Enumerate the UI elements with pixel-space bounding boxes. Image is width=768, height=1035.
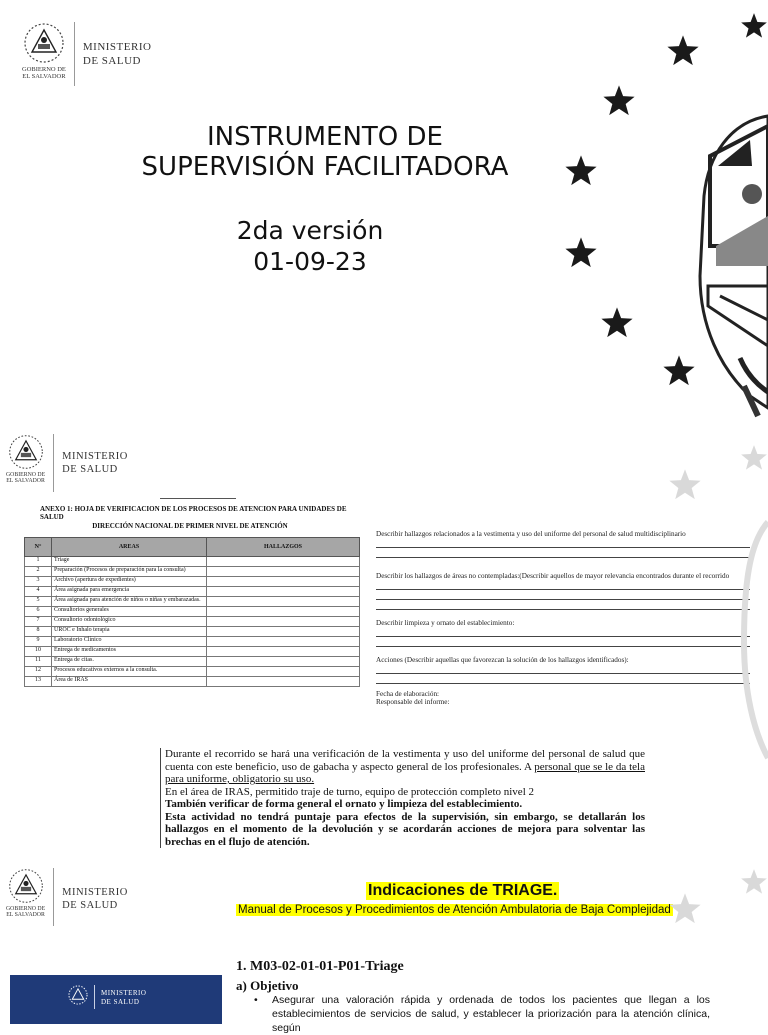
table-row — [25, 597, 360, 607]
answer-line[interactable] — [376, 637, 750, 647]
star-icon — [668, 468, 702, 502]
row-number: 1 — [25, 557, 52, 567]
question-cleanliness: Describir limpieza y ornato del establecimiento: — [376, 619, 515, 627]
row-area: Triage — [52, 557, 207, 567]
emblem-block — [6, 434, 45, 484]
annex-subtitle: DIRECCIÓN NACIONAL DE PRIMER NIVEL DE ATENCIÓN — [92, 522, 288, 530]
emblem-block — [68, 985, 88, 1005]
row-area: Entrega de medicamentos — [52, 647, 207, 657]
row-area: Área asignada para atención de niños o niñas y embarazadas. — [52, 597, 207, 607]
column-header-number: N° — [25, 538, 52, 557]
star-icon — [666, 34, 700, 68]
emblem-block — [6, 868, 45, 918]
version-date: 01-09-23 — [253, 247, 367, 276]
section-heading: 1. M03-02-01-01-P01-Triage — [236, 959, 404, 974]
note-cleanliness: También verificar de forma general el ornato y limpieza del establecimiento. — [165, 798, 523, 810]
coat-of-arms-emblem-icon — [690, 96, 768, 420]
row-findings-cell[interactable] — [207, 567, 360, 577]
logo-divider — [53, 434, 54, 492]
table-row — [25, 607, 360, 617]
objective-text: Asegurar una valoración rápida y ordenada de todos los pacientes que llegan a los establecimientos de servicios de salud, y establecer la priorización para la atención clínica, según — [272, 994, 710, 1034]
note-scoring: Esta actividad no tendrá puntaje para efectos de la supervisión, sin embargo, se detallarán los hallazgos en el momento de la devolución y se acordarán acciones de mejora para solventar las brechas en el flujo de atención. — [165, 810, 645, 848]
el-salvador-emblem-icon — [68, 985, 88, 1005]
version-label: 2da versión — [236, 216, 384, 245]
column-header-areas: AREAS — [52, 538, 207, 557]
annex-title: ANEXO 1: HOJA DE VERIFICACION DE LOS PROCESOS DE ATENCION PARA UNIDADES DE SALUD — [40, 505, 347, 521]
row-findings-cell[interactable] — [207, 667, 360, 677]
note-uniform-text: Durante el recorrido se hará una verificación de la vestimenta y uso del uniforme del personal de salud que cuenta con este beneficio, uso de gabacha y aspecto general de los profesionales. A — [165, 748, 645, 773]
note-iras: En el área de IRAS, permitido traje de turno, equipo de protección completo nivel 2 — [165, 785, 534, 798]
star-icon — [668, 892, 702, 926]
gov-line-1: GOBIERNO DE — [6, 906, 46, 912]
objective-bullet — [254, 993, 710, 1035]
star-icon — [564, 236, 598, 270]
answer-line[interactable] — [376, 600, 750, 610]
triage-title: Indicaciones de TRIAGE. — [368, 882, 558, 899]
star-icon — [740, 868, 768, 896]
note-uniform — [165, 748, 645, 786]
row-area: Área de IRAS — [52, 677, 207, 687]
manual-subtitle: Manual de Procesos y Procedimientos de Atención Ambulatoria de Baja Complejidad — [238, 904, 671, 916]
header-rule — [160, 498, 236, 499]
answer-line[interactable] — [376, 538, 750, 548]
ministry-line-1: MINISTERIO — [101, 989, 147, 997]
date-label: Fecha de elaboración: — [376, 690, 440, 698]
logo-divider — [94, 985, 95, 1009]
gov-line-2: EL SALVADOR — [22, 72, 66, 80]
row-findings-cell[interactable] — [207, 617, 360, 627]
star-icon — [602, 84, 636, 118]
row-area: Procesos educativos externos a la consulta. — [52, 667, 207, 677]
row-area: Preparación (Procesos de preparación para la consulta) — [52, 567, 207, 577]
ministry-line-1: MINISTERIO — [62, 887, 128, 898]
row-number: 3 — [25, 577, 52, 587]
star-icon — [740, 444, 768, 472]
row-number: 2 — [25, 567, 52, 577]
star-icon — [564, 154, 598, 188]
ministry-name — [101, 989, 146, 1007]
cover-title-line-2: SUPERVISIÓN FACILITADORA — [141, 152, 509, 182]
row-number: 5 — [25, 597, 52, 607]
cover-version — [200, 215, 420, 277]
table-row — [25, 627, 360, 637]
gov-line-1: GOBIERNO DE — [22, 66, 66, 73]
slide-verification-sheet — [0, 422, 768, 858]
gov-label — [6, 472, 45, 484]
logo-divider — [74, 22, 75, 86]
column-header-findings: HALLAZGOS — [207, 538, 360, 557]
table-header-row — [25, 538, 360, 557]
row-findings-cell[interactable] — [207, 657, 360, 667]
row-area: Consultorios generales — [52, 607, 207, 617]
answer-line[interactable] — [376, 580, 750, 590]
el-salvador-emblem-icon — [23, 22, 65, 64]
table-row — [25, 637, 360, 647]
ministry-name — [83, 40, 152, 68]
note-uniform-mandatory: personal que se le da tela para uniforme, obligatorio su uso. — [165, 760, 645, 785]
ministry-name — [62, 886, 128, 912]
ministry-logo — [22, 22, 151, 86]
question-uniform: Describir hallazgos relacionados a la vestimenta y uso del uniforme del personal de salud multidisciplinario — [376, 530, 686, 538]
table-row — [25, 617, 360, 627]
star-icon — [600, 306, 634, 340]
slide-triage — [0, 858, 768, 1034]
row-findings-cell[interactable] — [207, 627, 360, 637]
ministry-line-2: DE SALUD — [82, 55, 141, 67]
row-findings-cell[interactable] — [207, 557, 360, 567]
slide-cover — [0, 0, 768, 420]
row-number: 13 — [25, 677, 52, 687]
ministry-line-1: MINISTERIO — [82, 41, 152, 53]
question-actions: Acciones (Describir aquellas que favorezcan la solución de los hallazgos identificados): — [376, 656, 629, 664]
ministry-line-2: DE SALUD — [62, 464, 118, 475]
row-area: Consultorio odontológico — [52, 617, 207, 627]
gov-line-2: EL SALVADOR — [6, 912, 45, 919]
answer-line[interactable] — [376, 674, 750, 684]
ministry-name — [62, 450, 128, 476]
responsible-label: Responsable del informe: — [376, 698, 450, 706]
row-findings-cell[interactable] — [207, 647, 360, 657]
table-row — [25, 577, 360, 587]
row-area: Laboratorio Clínico — [52, 637, 207, 647]
row-number: 4 — [25, 587, 52, 597]
embedded-slide-banner — [10, 975, 222, 1024]
ministry-line-2: DE SALUD — [62, 900, 118, 911]
row-area: Entrega de citas. — [52, 657, 207, 667]
answer-line[interactable] — [376, 664, 750, 674]
table-row — [25, 567, 360, 577]
table-row — [25, 647, 360, 657]
table-row — [25, 557, 360, 567]
row-area: Archivo (apertura de expedientes) — [52, 577, 207, 587]
row-findings-cell[interactable] — [207, 607, 360, 617]
ministry-line-2: DE SALUD — [101, 998, 140, 1006]
subsection-heading: a) Objetivo — [236, 978, 299, 993]
findings-form — [376, 530, 750, 706]
question-other-areas: Describir los hallazgos de áreas no contempladas:(Describir aquellos de mayor relevancia encontrados durante el recorrido — [376, 572, 730, 580]
star-icon — [740, 12, 768, 40]
answer-line[interactable] — [376, 548, 750, 558]
row-number: 7 — [25, 617, 52, 627]
row-number: 9 — [25, 637, 52, 647]
row-number: 12 — [25, 667, 52, 677]
emblem-block — [22, 22, 66, 81]
el-salvador-emblem-icon — [8, 868, 44, 904]
table-row — [25, 667, 360, 677]
row-number: 10 — [25, 647, 52, 657]
cover-title-line-1: INSTRUMENTO DE — [207, 122, 443, 152]
row-area: Área asignada para emergencia — [52, 587, 207, 597]
table-row — [25, 677, 360, 687]
el-salvador-emblem-icon — [8, 434, 44, 470]
row-findings-cell[interactable] — [207, 597, 360, 607]
row-area: UROC e Inhalo terapia — [52, 627, 207, 637]
row-number: 11 — [25, 657, 52, 667]
supervision-notes — [160, 748, 645, 848]
row-findings-cell[interactable] — [207, 677, 360, 687]
row-findings-cell[interactable] — [207, 577, 360, 587]
gov-label — [22, 67, 66, 81]
ministry-logo — [6, 434, 128, 492]
answer-line[interactable] — [376, 590, 750, 600]
verification-table — [24, 537, 360, 687]
table-row — [25, 587, 360, 597]
bullet-icon: • — [254, 994, 258, 1006]
row-number: 8 — [25, 627, 52, 637]
gov-label — [6, 906, 45, 918]
gov-line-1: GOBIERNO DE — [6, 472, 46, 478]
cover-title — [120, 122, 530, 182]
ministry-logo-inverted — [68, 985, 146, 1009]
table-row — [25, 657, 360, 667]
answer-line[interactable] — [376, 627, 750, 637]
logo-divider — [53, 868, 54, 926]
row-number: 6 — [25, 607, 52, 617]
ministry-logo — [6, 868, 128, 926]
faint-emblem-icon — [738, 522, 768, 762]
row-findings-cell[interactable] — [207, 637, 360, 647]
ministry-line-1: MINISTERIO — [62, 451, 128, 462]
gov-line-2: EL SALVADOR — [6, 478, 45, 485]
row-findings-cell[interactable] — [207, 587, 360, 597]
